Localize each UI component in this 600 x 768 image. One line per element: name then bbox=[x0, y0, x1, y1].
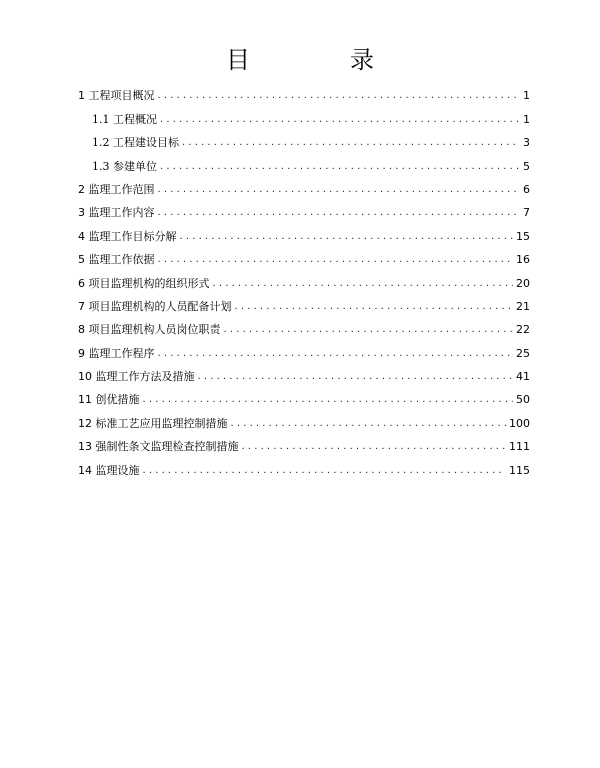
toc-entry[interactable] bbox=[78, 174, 530, 197]
toc-entry-label: 1.3 参建单位 bbox=[92, 159, 157, 173]
toc-entry-page-number: 16 bbox=[516, 253, 530, 267]
toc-entry-page-number: 50 bbox=[516, 393, 530, 407]
dot-leader bbox=[235, 300, 514, 314]
toc-entry-page-number: 111 bbox=[509, 440, 530, 454]
toc-entry-page-number: 1 bbox=[523, 112, 530, 126]
toc-entry[interactable] bbox=[78, 80, 530, 103]
toc-entry[interactable] bbox=[78, 197, 530, 220]
toc-entry-page-number: 115 bbox=[509, 463, 530, 477]
dot-leader bbox=[160, 160, 520, 174]
toc-entry-label: 10 监理工作方法及措施 bbox=[78, 370, 195, 384]
toc-entry-label: 11 创优措施 bbox=[78, 393, 140, 407]
dot-leader bbox=[158, 253, 514, 267]
page-title: 目 录 bbox=[226, 46, 412, 74]
toc-entry[interactable] bbox=[78, 337, 530, 360]
toc-entry-page-number: 3 bbox=[523, 136, 530, 150]
table-of-contents bbox=[78, 80, 530, 478]
toc-entry-label: 5 监理工作依据 bbox=[78, 253, 155, 267]
toc-entry-label: 4 监理工作目标分解 bbox=[78, 229, 177, 243]
toc-entry-page-number: 100 bbox=[509, 416, 530, 430]
dot-leader bbox=[224, 323, 514, 337]
toc-entry-page-number: 21 bbox=[516, 299, 530, 313]
toc-entry[interactable] bbox=[78, 103, 530, 126]
toc-entry-label: 9 监理工作程序 bbox=[78, 346, 155, 360]
dot-leader bbox=[182, 136, 520, 150]
toc-entry-page-number: 6 bbox=[523, 182, 530, 196]
toc-entry-label: 7 项目监理机构的人员配备计划 bbox=[78, 299, 232, 313]
toc-entry-page-number: 22 bbox=[516, 323, 530, 337]
dot-leader bbox=[158, 183, 521, 197]
dot-leader bbox=[213, 277, 514, 291]
toc-entry[interactable] bbox=[78, 267, 530, 290]
toc-entry-label: 8 项目监理机构人员岗位职责 bbox=[78, 323, 221, 337]
dot-leader bbox=[158, 89, 521, 103]
dot-leader bbox=[143, 464, 507, 478]
toc-entry-label: 12 标准工艺应用监理控制措施 bbox=[78, 416, 228, 430]
dot-leader bbox=[143, 393, 514, 407]
toc-entry-label: 13 强制性条文监理检查控制措施 bbox=[78, 440, 239, 454]
toc-entry-page-number: 5 bbox=[523, 159, 530, 173]
toc-entry[interactable] bbox=[78, 291, 530, 314]
toc-entry-label: 3 监理工作内容 bbox=[78, 206, 155, 220]
dot-leader bbox=[242, 440, 507, 454]
toc-entry[interactable] bbox=[78, 361, 530, 384]
toc-entry-page-number: 1 bbox=[523, 89, 530, 103]
toc-entry-page-number: 25 bbox=[516, 346, 530, 360]
dot-leader bbox=[180, 230, 514, 244]
dot-leader bbox=[158, 347, 514, 361]
toc-entry[interactable] bbox=[78, 314, 530, 337]
toc-entry-page-number: 41 bbox=[516, 370, 530, 384]
toc-entry[interactable] bbox=[78, 384, 530, 407]
dot-leader bbox=[160, 113, 520, 127]
toc-entry[interactable] bbox=[78, 150, 530, 173]
dot-leader bbox=[231, 417, 507, 431]
toc-entry-label: 6 项目监理机构的组织形式 bbox=[78, 276, 210, 290]
toc-entry[interactable] bbox=[78, 454, 530, 477]
toc-entry[interactable] bbox=[78, 244, 530, 267]
toc-entry-page-number: 20 bbox=[516, 276, 530, 290]
toc-entry-page-number: 7 bbox=[523, 206, 530, 220]
dot-leader bbox=[158, 206, 521, 220]
toc-entry-label: 1.1 工程概况 bbox=[92, 112, 157, 126]
toc-entry[interactable] bbox=[78, 220, 530, 243]
toc-entry[interactable] bbox=[78, 127, 530, 150]
toc-entry-label: 2 监理工作范围 bbox=[78, 182, 155, 196]
toc-entry[interactable] bbox=[78, 407, 530, 430]
toc-entry-label: 1 工程项目概况 bbox=[78, 89, 155, 103]
toc-entry-page-number: 15 bbox=[516, 229, 530, 243]
toc-entry[interactable] bbox=[78, 431, 530, 454]
dot-leader bbox=[198, 370, 514, 384]
toc-entry-label: 14 监理设施 bbox=[78, 463, 140, 477]
toc-entry-label: 1.2 工程建设目标 bbox=[92, 136, 179, 150]
